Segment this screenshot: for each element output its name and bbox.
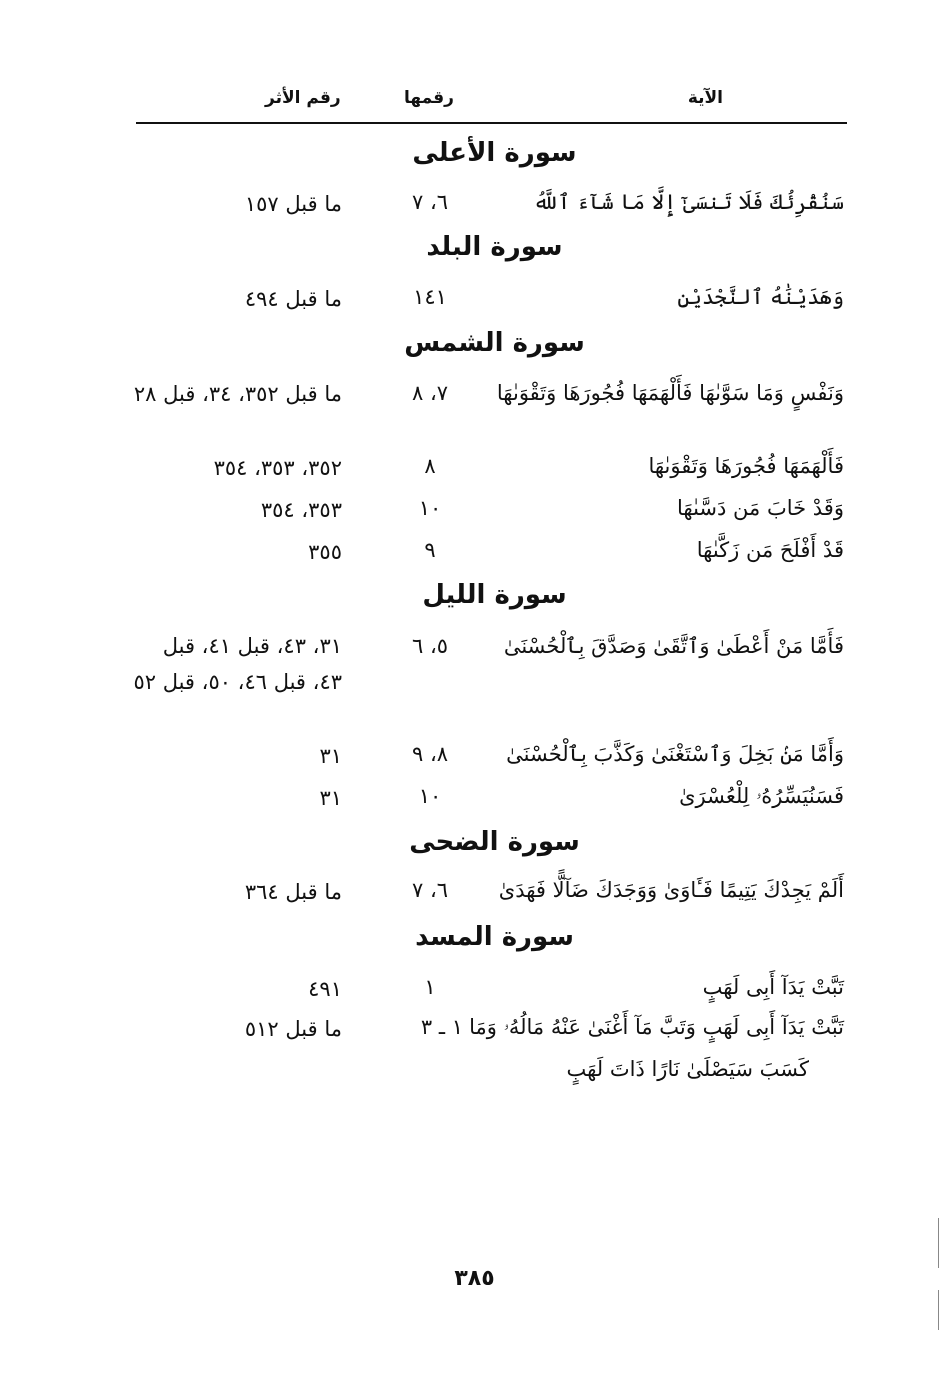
athar-ref: ما قبل ١٥٧ (244, 192, 342, 216)
verse-text-continuation: كَسَبَ سَيَصْلَىٰ نَارًا ذَاتَ لَهَبٍ (566, 1057, 809, 1081)
verse-text: فَسَنُيَسِّرُهُۥ لِلْعُسْرَىٰ (679, 784, 844, 808)
verse-number: ٦، ٧ (411, 190, 448, 214)
verse-text: سَنُقْرِئُكَ فَلَا تَنسَىٰٓ إِلَّا مَا شَآءَ ٱللَّهُ (533, 190, 844, 214)
verse-text: وَأَمَّا مَنۢ بَخِلَ وَٱسْتَغْنَىٰ وَكَذَّبَ بِٱلْحُسْنَىٰ (506, 742, 844, 766)
surah-title: سورة البلد (426, 232, 563, 262)
header-verse: الآية (687, 88, 723, 108)
verse-text: وَقَدْ خَابَ مَن دَسَّىٰهَا (677, 496, 844, 520)
athar-ref: ما قبل ٣٦٤ (244, 880, 342, 904)
verse-text: قَدْ أَفْلَحَ مَن زَكَّىٰهَا (696, 538, 844, 562)
athar-ref: ٤٩١ (308, 977, 342, 1001)
verse-text: وَنَفْسٍ وَمَا سَوَّىٰهَا فَأَلْهَمَهَا فُجُورَهَا وَتَقْوَىٰهَا (496, 381, 844, 405)
verse-text: تَبَّتْ يَدَآ أَبِى لَهَبٍ وَتَبَّ مَآ أَغْنَىٰ عَنْهُ مَالُهُۥ وَمَا (469, 1015, 844, 1039)
verse-number: ١ ـ ٣ (420, 1015, 463, 1039)
surah-title: سورة الشمس (404, 328, 585, 358)
athar-ref: ما قبل ٥١٢ (244, 1017, 342, 1041)
verse-number: ٩ (424, 538, 436, 562)
verse-text: فَأَمَّا مَنْ أَعْطَىٰ وَٱتَّقَىٰ وَصَدَّقَ بِٱلْحُسْنَىٰ (503, 634, 844, 658)
athar-ref: ٣٥٣، ٣٥٤ (260, 498, 342, 522)
page-number: ٣٨٥ (454, 1266, 495, 1291)
verse-number: ١ (424, 975, 436, 999)
header-number: رقمها (404, 88, 454, 108)
verse-text: تَبَّتْ يَدَآ أَبِى لَهَبٍ (702, 975, 844, 999)
scan-edge-mark (938, 1218, 939, 1268)
athar-ref: ٣١ (319, 744, 342, 768)
athar-ref: ٣٥٢، ٣٥٣، ٣٥٤ (213, 456, 342, 480)
verse-number: ١٤١ (413, 285, 447, 309)
verse-number: ٧، ٨ (411, 381, 448, 405)
verse-number: ٨ (424, 454, 436, 478)
verse-text: أَلَمْ يَجِدْكَ يَتِيمًا فَـَٔاوَىٰ وَوَجَدَكَ ضَآلًّا فَهَدَىٰ (498, 878, 844, 902)
verse-number: ١٠ (418, 496, 442, 520)
surah-title: سورة المسد (415, 922, 574, 952)
surah-title: سورة الليل (422, 580, 567, 610)
verse-number: ٦، ٧ (411, 878, 448, 902)
athar-ref: ٣١ (319, 786, 342, 810)
athar-ref: ٣١، ٤٣، قبل ٤١، قبل ٤٣، قبل ٤٦، ٥٠، قبل ٥٢ (133, 634, 342, 694)
athar-ref: ما قبل ٣٥٢، ٣٤، قبل ٢٨ (133, 382, 342, 406)
header-rule (136, 122, 847, 124)
verse-number: ١٠ (418, 784, 442, 808)
surah-title: سورة الضحى (409, 827, 580, 857)
athar-ref: ما قبل ٤٩٤ (244, 287, 342, 311)
verse-number: ٨، ٩ (411, 742, 448, 766)
verse-text: فَأَلْهَمَهَا فُجُورَهَا وَتَقْوَىٰهَا (648, 454, 844, 478)
athar-ref: ٣٥٥ (308, 540, 342, 564)
header-athar: رقم الأثر (265, 88, 341, 108)
surah-title: سورة الأعلى (412, 138, 577, 168)
scan-edge-mark (938, 1290, 939, 1330)
verse-number: ٥، ٦ (411, 634, 448, 658)
verse-text: وَهَدَيْنَٰهُ ٱلنَّجْدَيْنِ (677, 285, 844, 309)
